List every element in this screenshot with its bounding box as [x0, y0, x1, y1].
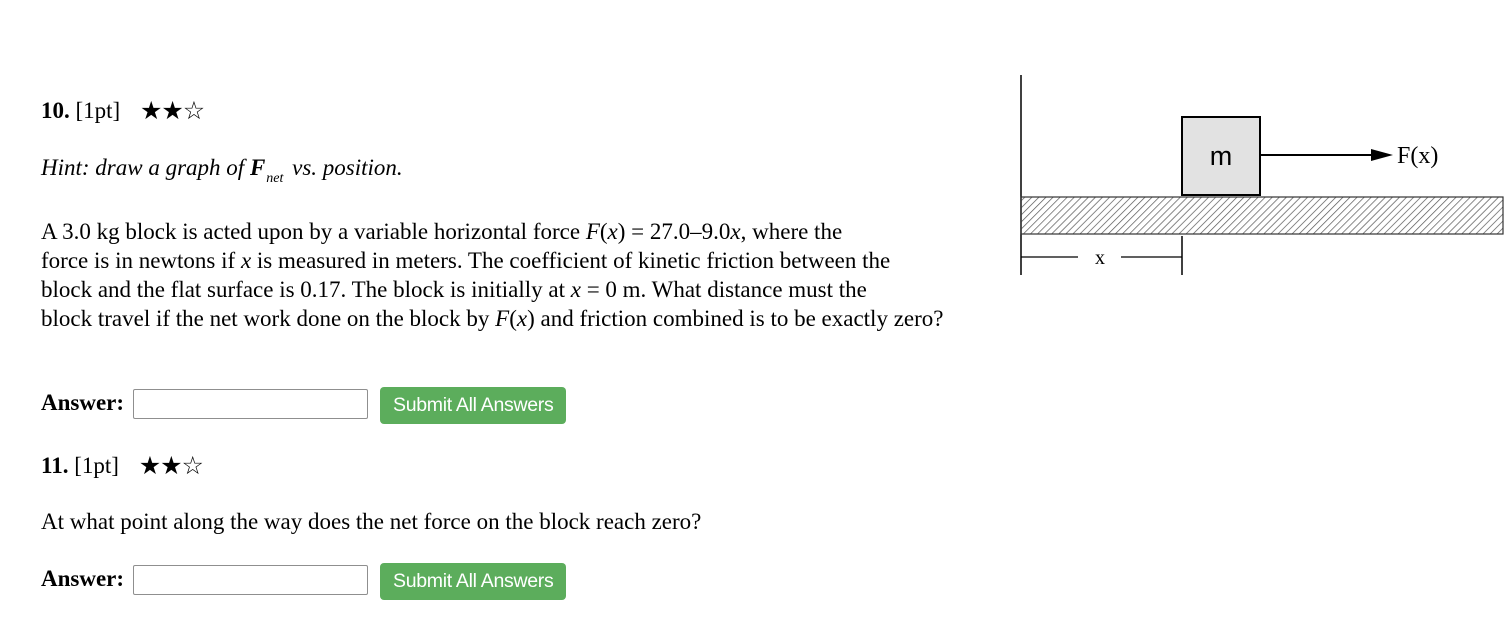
question-10-header: [41, 96, 204, 125]
difficulty-stars-icon: ★★☆: [138, 451, 203, 480]
force-subscript: net: [266, 171, 284, 186]
answer-input[interactable]: [133, 389, 368, 419]
problem-line: block travel if the net work done on the block by F(x) and friction combined is to be exactly zero?: [41, 306, 944, 331]
position-label: x: [1095, 247, 1105, 269]
problem-text: [41, 217, 1051, 333]
force-label: F(x): [1397, 143, 1439, 169]
floor-surface: [1021, 197, 1503, 234]
problem-line: force is in newtons if x is measured in meters. The coefficient of kinetic friction between the: [41, 248, 891, 273]
question-points: [1pt]: [75, 98, 121, 123]
problem-line: A 3.0 kg block is acted upon by a variable horizontal force F(x) = 27.0–9.0x, where the: [41, 219, 843, 244]
question-11-text: At what point along the way does the net force on the block reach zero?: [41, 509, 702, 534]
question-points: [1pt]: [74, 453, 119, 478]
hint-text: Hint: draw a graph of $F_{net}$ vs. position.: [41, 155, 403, 186]
problem-line: block and the flat surface is 0.17. The block is initially at x = 0 m. What distance must the: [41, 277, 867, 302]
force-symbol: F: [249, 155, 266, 180]
difficulty-stars-icon: ★★☆: [139, 96, 205, 125]
block-force-diagram: [1010, 70, 1508, 285]
submit-all-answers-button[interactable]: Submit All Answers: [380, 563, 566, 600]
question-number: 11.: [41, 453, 69, 478]
submit-all-answers-button[interactable]: Submit All Answers: [380, 387, 566, 424]
question-number: 10.: [41, 98, 70, 123]
answer-input[interactable]: [133, 565, 368, 595]
answer-label: Answer:: [41, 566, 125, 591]
question-11-header: [41, 451, 203, 480]
answer-label: Answer:: [41, 390, 125, 415]
arrow-head-icon: [1371, 149, 1393, 161]
mass-label: m: [1209, 141, 1233, 171]
